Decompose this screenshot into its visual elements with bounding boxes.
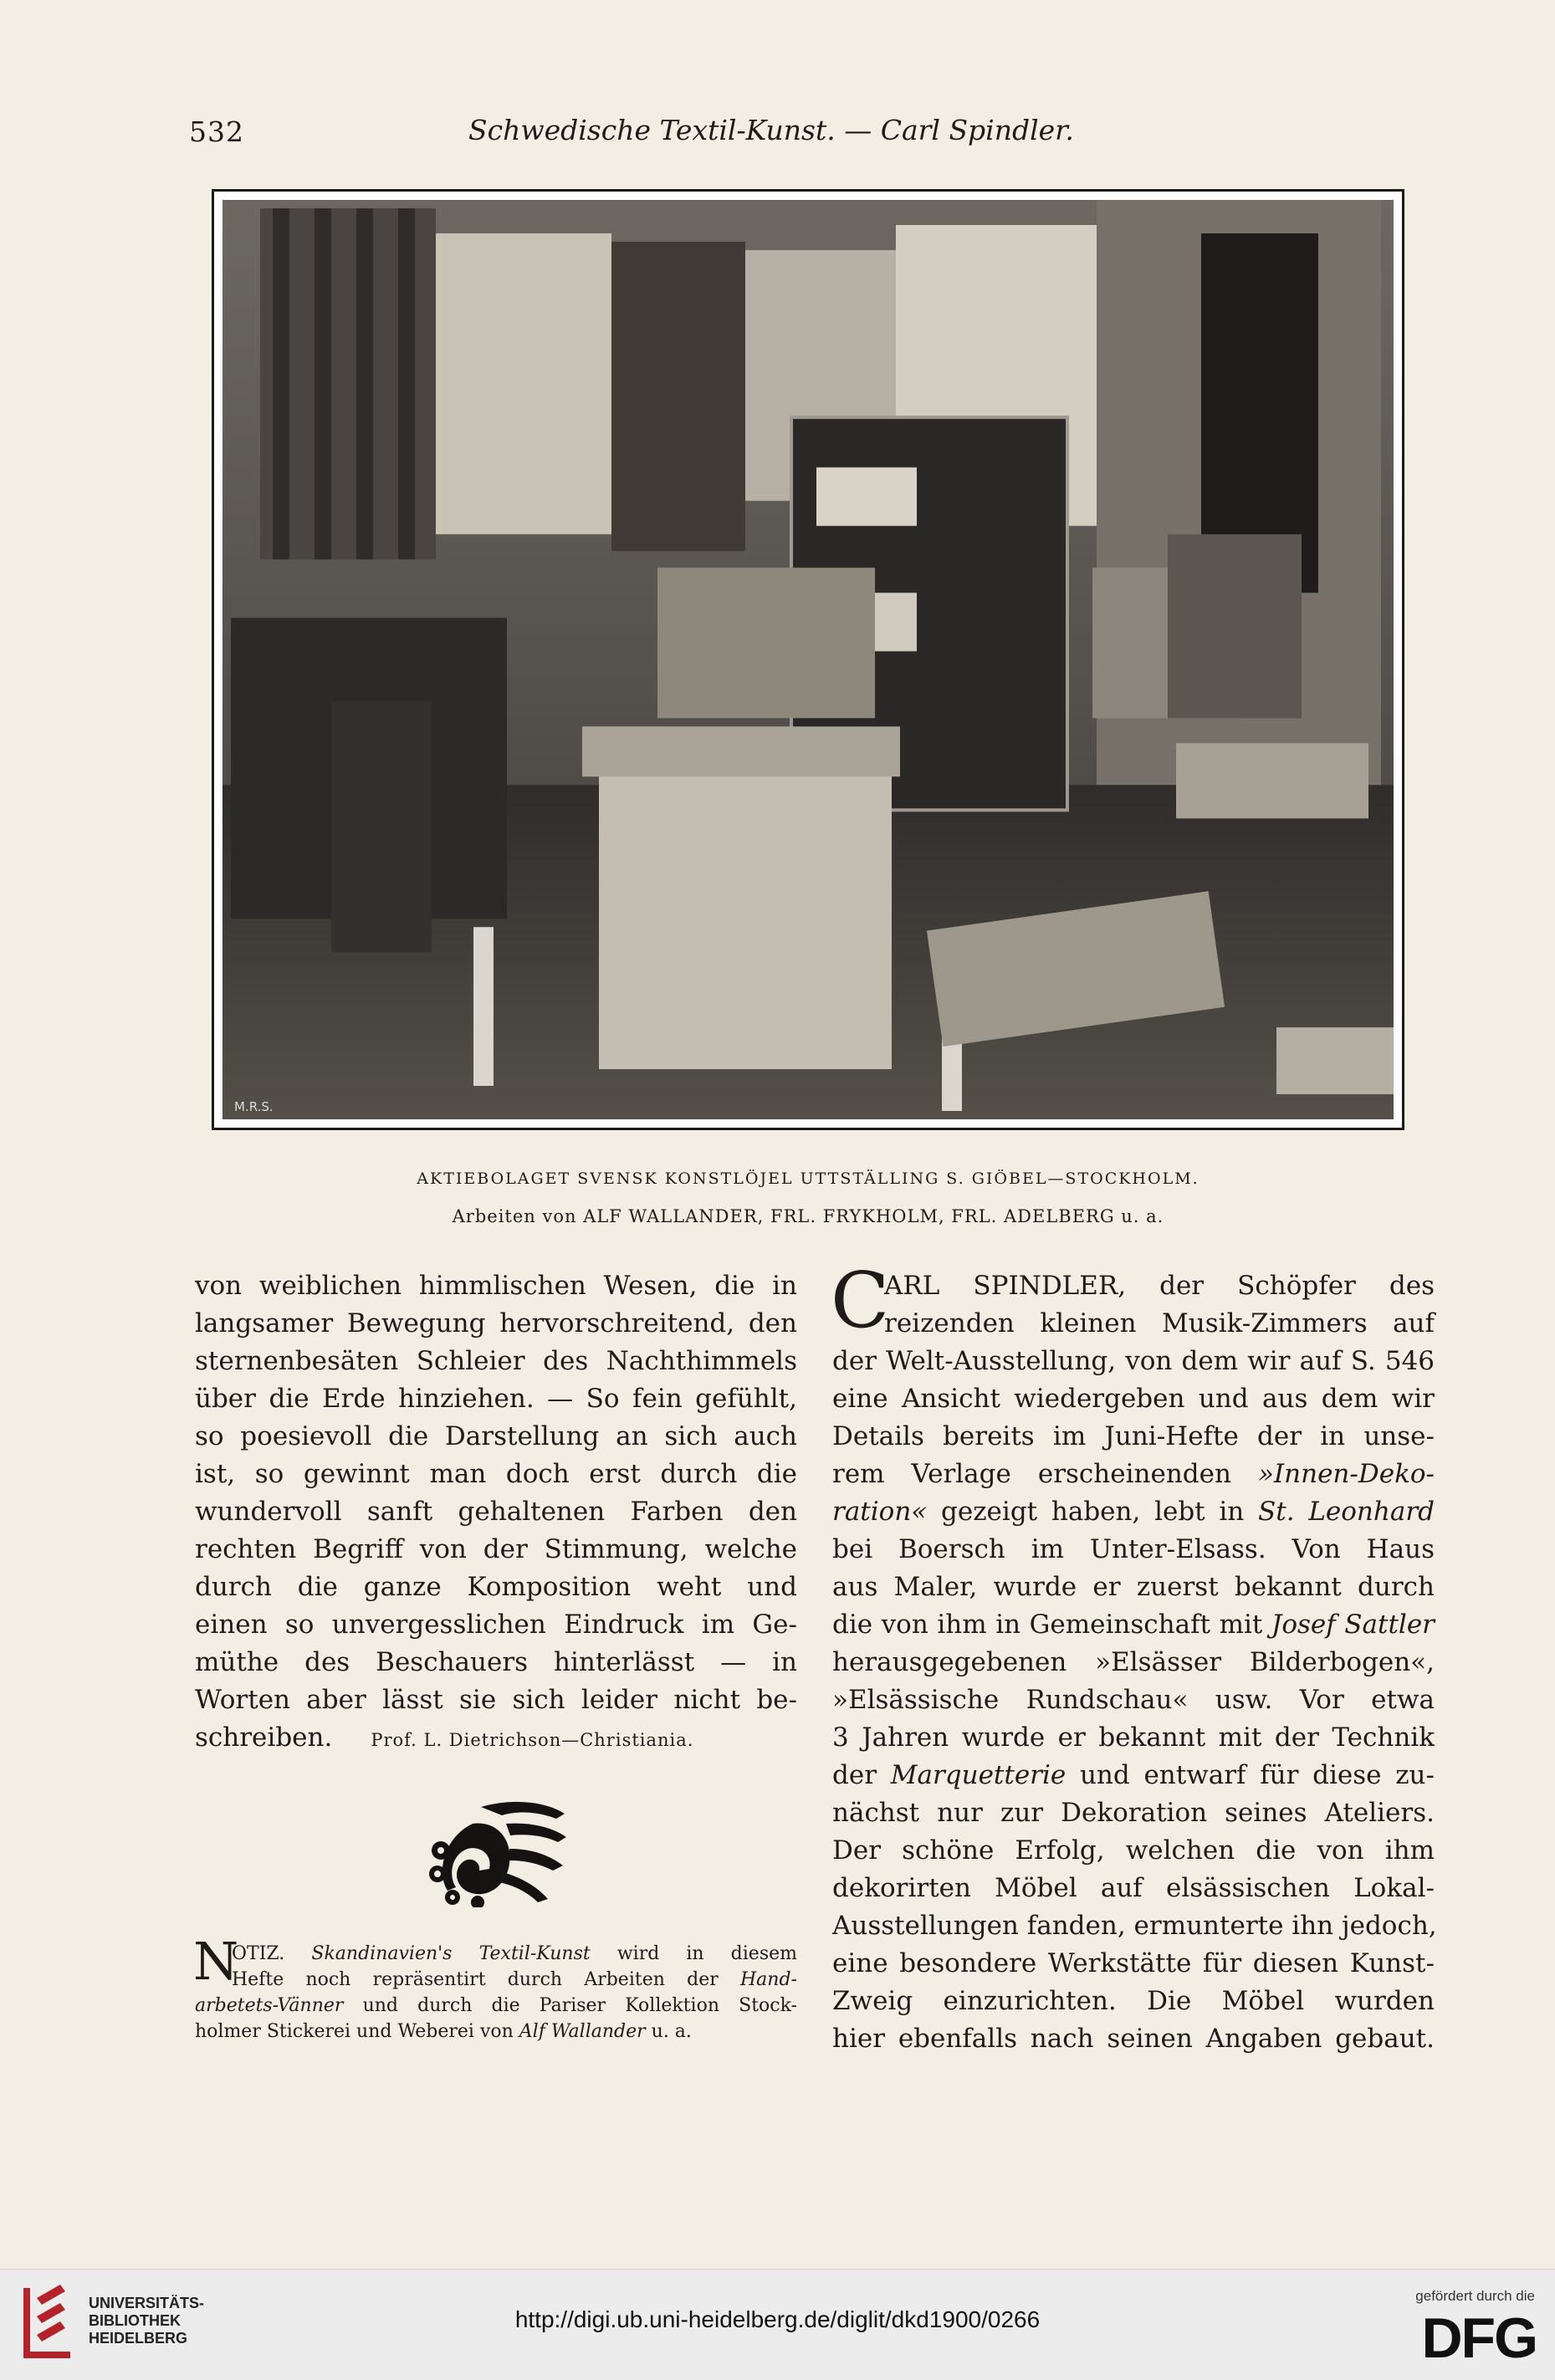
text-line: nächst nur zur Dekoration seines Ateliers. bbox=[832, 1798, 1435, 1828]
photo-illustration bbox=[223, 200, 1394, 1119]
right-column bbox=[831, 1256, 1437, 2058]
text-line: reizenden kleinen Musik-Zimmers auf bbox=[884, 1308, 1435, 1338]
permalink-url[interactable]: http://digi.ub.uni-heidelberg.de/diglit/dkd1900/0266 bbox=[514, 2306, 1041, 2332]
notiz-line bbox=[195, 1993, 797, 2019]
text-line: Ausstellungen fanden, ermunterte ihn jedoch, bbox=[832, 1911, 1437, 1941]
text-italic: St. Leonhard bbox=[1258, 1497, 1435, 1527]
text-line: »Elsässische Rundschau« usw. Vor etwa bbox=[832, 1685, 1435, 1715]
text-line: Der schöne Erfolg, welchen die von ihm bbox=[832, 1835, 1435, 1866]
running-title: Schwedische Textil-Kunst. — Carl Spindler. bbox=[468, 114, 1074, 146]
left-column bbox=[195, 1267, 797, 1757]
text-line: müthe des Beschauers hinterlässt — in bbox=[195, 1647, 797, 1677]
text-line: sternenbesäten Schleier des Nachthimmels bbox=[195, 1346, 797, 1376]
notiz-box bbox=[193, 1931, 797, 2045]
notiz-line bbox=[195, 1967, 797, 1993]
text-line: wundervoll sanft gehaltenen Farben den bbox=[195, 1497, 797, 1527]
text-line: rechten Begriff von der Stimmung, welche bbox=[195, 1534, 797, 1564]
digitization-footer bbox=[0, 2269, 1555, 2380]
final-word: schreiben. bbox=[195, 1722, 333, 1753]
text-line: langsamer Bewegung hervorschreitend, den bbox=[195, 1308, 797, 1338]
text-line bbox=[832, 1456, 1435, 1493]
library-name-line: UNIVERSITÄTS- bbox=[89, 2295, 205, 2311]
notiz-line bbox=[195, 1941, 797, 1967]
notiz-text-italic: Alf Wallander bbox=[519, 2021, 646, 2042]
text-line: dekorirten Möbel auf elsässischen Lokal- bbox=[832, 1873, 1435, 1903]
text-line-final bbox=[195, 1719, 797, 1757]
article-dropcap: C bbox=[831, 1256, 890, 1345]
text-segment: und entwarf für diese zu- bbox=[1079, 1760, 1435, 1790]
page-number: 532 bbox=[189, 115, 244, 148]
text-line: ARL SPINDLER, der Schöpfer des bbox=[884, 1271, 1435, 1301]
author-signature: Prof. L. Dietrichson—Christiania. bbox=[371, 1730, 694, 1750]
photo-signature: M.R.S. bbox=[234, 1099, 274, 1114]
text-segment: die von ihm in Gemeinschaft mit bbox=[832, 1610, 1263, 1640]
text-line: 3 Jahren wurde er bekannt mit der Technik bbox=[832, 1722, 1435, 1753]
notiz-label: OTIZ. bbox=[232, 1943, 285, 1964]
text-line bbox=[832, 1757, 1435, 1794]
text-line: über die Erde hinziehen. — So fein gefühlt, bbox=[195, 1384, 797, 1414]
text-line: eine besondere Werkstätte für diesen Kunst- bbox=[832, 1948, 1435, 1978]
notiz-text: u. a. bbox=[651, 2021, 692, 2042]
text-segment: gezeigt haben, lebt in bbox=[941, 1497, 1245, 1527]
text-line: der Welt-Ausstellung, von dem wir auf S. 546 bbox=[832, 1346, 1435, 1376]
figure-caption-credits: Arbeiten von ALF WALLANDER, FRL. FRYKHOLM, FRL. ADELBERG u. a. bbox=[452, 1206, 1164, 1226]
funding-note: gefördert durch die bbox=[1415, 2288, 1535, 2304]
decorative-ornament bbox=[422, 1790, 573, 1907]
notiz-text: Hefte noch repräsentirt durch Arbeiten der bbox=[232, 1969, 719, 1990]
text-italic: Josef Sattler bbox=[1271, 1610, 1435, 1640]
text-line: Worten aber lässt sie sich leider nicht be- bbox=[195, 1685, 797, 1715]
text-line: aus Maler, wurde er zuerst bekannt durch bbox=[832, 1572, 1435, 1602]
library-name-line: BIBLIOTHEK bbox=[89, 2312, 181, 2329]
text-line: hier ebenfalls nach seinen Angaben gebaut. bbox=[832, 2024, 1435, 2054]
notiz-text-italic: arbetets-Vänner bbox=[195, 1995, 344, 2016]
text-line: so poesievoll die Darstellung an sich auch bbox=[195, 1421, 797, 1451]
text-line: herausgegebenen »Elsässer Bilderbogen«, bbox=[832, 1647, 1435, 1677]
text-line: bei Boersch im Unter-Elsass. Von Haus bbox=[832, 1534, 1435, 1564]
notiz-text: und durch die Pariser Kollektion Stock- bbox=[362, 1995, 797, 2016]
text-italic: Marquetterie bbox=[890, 1760, 1067, 1790]
text-line: durch die ganze Komposition weht und bbox=[195, 1572, 797, 1602]
notiz-line bbox=[195, 2019, 797, 2045]
exhibition-photograph bbox=[212, 189, 1404, 1130]
notiz-text: holmer Stickerei und Weberei von bbox=[195, 2021, 514, 2042]
text-line: Details bereits im Juni-Hefte der in unse- bbox=[832, 1421, 1435, 1451]
text-line: Zweig einzurichten. Die Möbel wurden bbox=[832, 1986, 1435, 2016]
text-line: ist, so gewinnt man doch erst durch die bbox=[195, 1459, 797, 1489]
text-italic: ration« bbox=[832, 1497, 928, 1527]
text-segment: rem Verlage erscheinenden bbox=[832, 1459, 1231, 1489]
text-line bbox=[832, 1606, 1435, 1644]
text-segment: der bbox=[832, 1760, 877, 1790]
text-italic: »Innen-Deko- bbox=[1257, 1459, 1435, 1489]
text-line: einen so unvergesslichen Eindruck im Ge- bbox=[195, 1610, 797, 1640]
library-name-line: HEIDELBERG bbox=[89, 2330, 188, 2347]
text-line: von weiblichen himmlischen Wesen, die in bbox=[195, 1271, 797, 1301]
notiz-dropcap: N bbox=[193, 1931, 239, 1992]
notiz-text-italic: Hand- bbox=[740, 1969, 797, 1990]
figure-caption-title: AKTIEBOLAGET SVENSK KONSTLÖJEL UTTSTÄLLING S. GIÖBEL—STOCKHOLM. bbox=[417, 1170, 1199, 1188]
text-line: eine Ansicht wiedergeben und aus dem wir bbox=[832, 1384, 1435, 1414]
notiz-text: wird in diesem bbox=[616, 1943, 797, 1964]
dfg-logo: DFG bbox=[1421, 2306, 1537, 2370]
text-line bbox=[832, 1493, 1435, 1531]
notiz-title: Skandinavien's Textil-Kunst bbox=[311, 1943, 591, 1964]
